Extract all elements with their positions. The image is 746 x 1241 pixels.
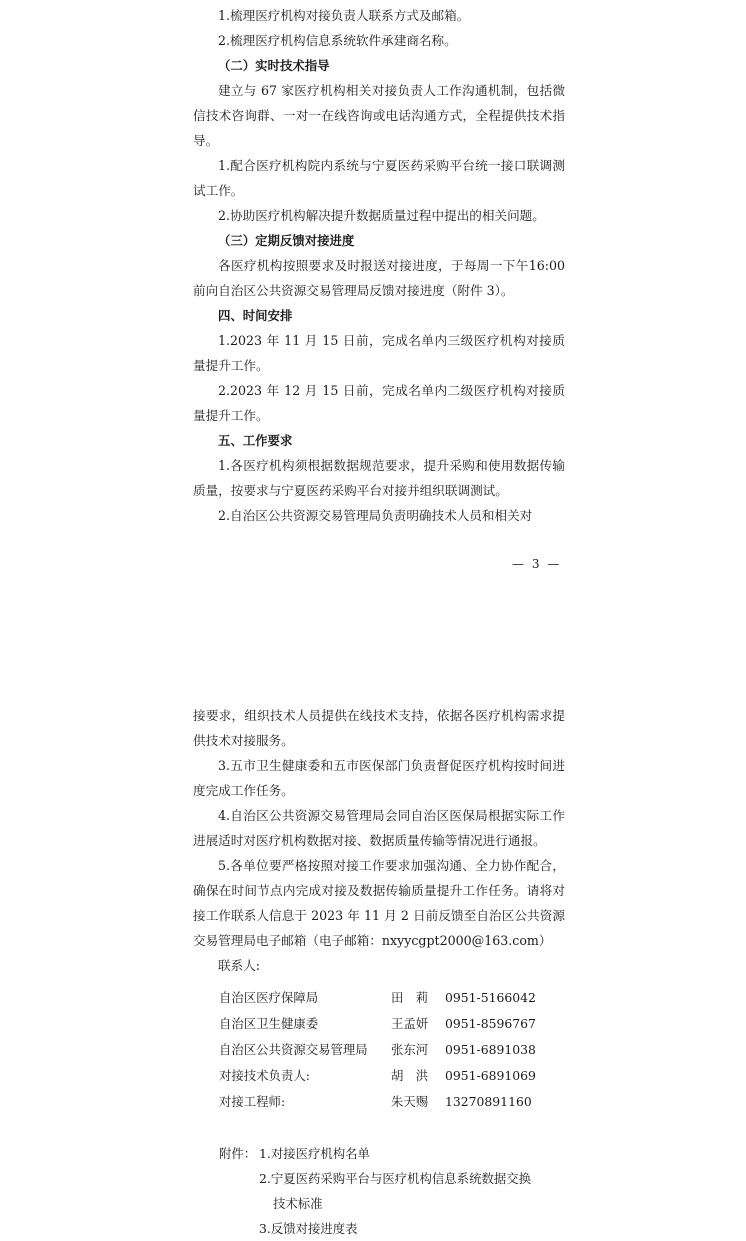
- contact-phone: 0951-8596767: [445, 1016, 536, 1031]
- para-req-notification: 4.自治区公共资源交易管理局会同自治区医保局根据实际工作进展适时对医疗机构数据对接、数据质量传输等情况进行通报。: [193, 808, 565, 848]
- contact-phone: 13270891160: [445, 1094, 532, 1109]
- heading-requirements: 五、工作要求: [218, 433, 293, 448]
- contact-org: 自治区医疗保障局: [219, 990, 319, 1005]
- page-3: [0, 0, 746, 600]
- item-2-software-vendor: 2.梳理医疗机构信息系统软件承建商名称。: [218, 33, 457, 48]
- para-weekly-report: 各医疗机构按照要求及时报送对接进度，于每周一下午16:00 前向自治区公共资源交易管理局反馈对接进度（附件 3）。: [193, 258, 565, 298]
- para-req-supervision: 3.五市卫生健康委和五市医保部门负责督促医疗机构按时间进度完成工作任务。: [193, 758, 565, 798]
- contact-org: 自治区卫生健康委: [219, 1016, 319, 1031]
- contact-org: 对接工程师:: [219, 1094, 286, 1109]
- para-joint-testing: 1.配合医疗机构院内系统与宁夏医药采购平台统一接口联调测试工作。: [193, 158, 565, 198]
- contact-row: [0, 1011, 746, 1036]
- para-schedule-tier3: 1.2023 年 11 月 15 日前，完成名单内三级医疗机构对接质量提升工作。: [193, 333, 565, 373]
- contact-name: 朱天赐: [391, 1094, 429, 1109]
- contact-row: [0, 1089, 746, 1114]
- attachment-item-cont: 技术标准: [273, 1196, 323, 1211]
- contact-name: 田 莉: [391, 990, 429, 1005]
- page-4: [0, 700, 746, 1238]
- item-1-contact-info: 1.梳理医疗机构对接负责人联系方式及邮箱。: [218, 8, 470, 23]
- heading-schedule: 四、时间安排: [218, 308, 293, 323]
- para-req-tech-staff-cont: 接要求，组织技术人员提供在线技术支持，依据各医疗机构需求提供技术对接服务。: [193, 708, 565, 748]
- contact-phone: 0951-6891069: [445, 1068, 536, 1083]
- para-assist-issues: 2.协助医疗机构解决提升数据质量过程中提出的相关问题。: [218, 208, 545, 223]
- contact-org: 自治区公共资源交易管理局: [219, 1042, 368, 1057]
- contact-phone: 0951-6891038: [445, 1042, 536, 1057]
- contact-org: 对接技术负责人:: [219, 1068, 310, 1083]
- contact-row: [0, 1063, 746, 1088]
- para-req-tech-staff-start: 2.自治区公共资源交易管理局负责明确技术人员和相关对: [218, 508, 533, 523]
- contact-row: [0, 985, 746, 1010]
- page-number: — 3 —: [512, 557, 562, 571]
- attachment-item: 1.对接医疗机构名单: [259, 1146, 370, 1161]
- contact-row: [0, 1037, 746, 1062]
- attachment-item: 2.宁夏医药采购平台与医疗机构信息系统数据交换: [259, 1171, 532, 1186]
- attachment-item: 3.反馈对接进度表: [259, 1221, 358, 1236]
- heading-realtime-support: （二）实时技术指导: [218, 58, 330, 73]
- para-req-coordination: 5.各单位要严格按照对接工作要求加强沟通、全力协作配合，确保在时间节点内完成对接及数据传输质量提升工作任务。请将对接工作联系人信息于 2023 年 11 月 2 日前反馈至自治区公共资源交易管理局电子邮箱（电子邮箱：nxyycgpt2000@163.com）: [193, 858, 565, 948]
- contact-phone: 0951-5166042: [445, 990, 536, 1005]
- attachments-label: 附件：: [219, 1146, 257, 1161]
- para-schedule-tier2: 2.2023 年 12 月 15 日前，完成名单内二级医疗机构对接质量提升工作。: [193, 383, 565, 423]
- contact-name: 张东河: [391, 1042, 429, 1057]
- heading-regular-feedback: （三）定期反馈对接进度: [218, 233, 355, 248]
- contact-name: 王孟妍: [391, 1016, 429, 1031]
- para-communication-mechanism: 建立与 67 家医疗机构相关对接负责人工作沟通机制，包括微信技术咨询群、一对一在线咨询或电话沟通方式，全程提供技术指导。: [193, 83, 565, 148]
- para-req-data-quality: 1.各医疗机构须根据数据规范要求，提升采购和使用数据传输质量，按要求与宁夏医药采购平台对接并组织联调测试。: [193, 458, 565, 498]
- contact-name: 胡 洪: [391, 1068, 429, 1083]
- contacts-label: 联系人:: [218, 958, 261, 973]
